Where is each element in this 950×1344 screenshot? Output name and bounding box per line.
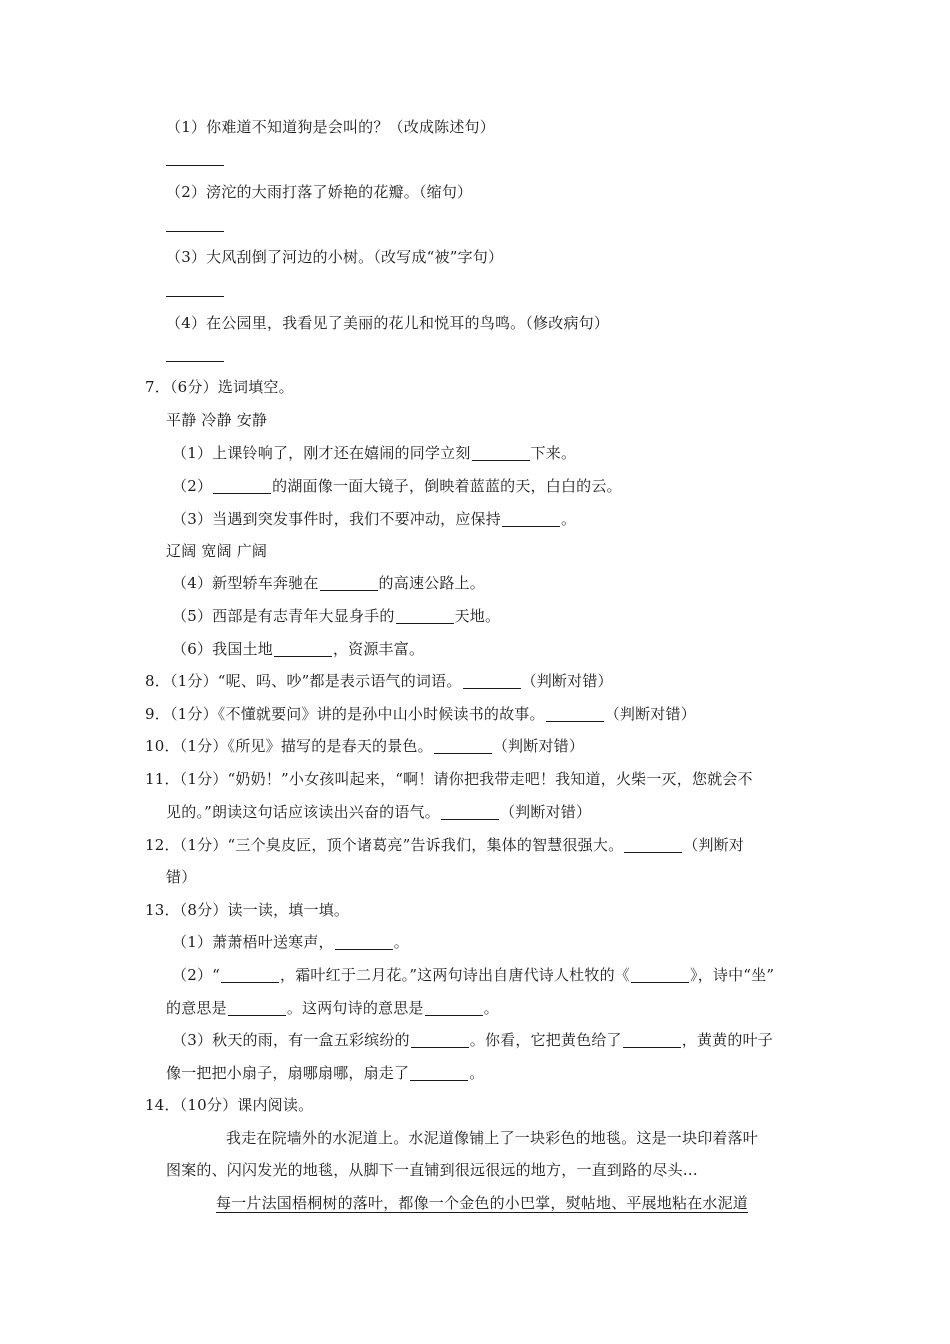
q13-blank-8[interactable]: [410, 1065, 468, 1081]
q9-blank[interactable]: [546, 706, 604, 722]
q6-item-2: （2）滂沱的大雨打落了娇艳的花瓣。（缩句）: [166, 183, 473, 201]
q6-answer-blank-4[interactable]: [166, 361, 224, 362]
q7-item-3: （3）当遇到突发事件时，我们不要冲动，应保持 。: [172, 510, 577, 528]
q10-blank[interactable]: [434, 738, 492, 754]
q14-passage-underlined-sentence: 每一片法国梧桐树的落叶，都像一个金色的小巴掌，熨帖地、平展地粘在水泥道: [216, 1194, 749, 1212]
q13-item-3-line-1: （3）秋天的雨，有一盒五彩缤纷的 。你看，它把黄色给了 ，黄黄的叶子: [172, 1031, 773, 1049]
q7-blank-5[interactable]: [396, 608, 454, 624]
q13-blank-1[interactable]: [335, 934, 393, 950]
q6-item-4: （4）在公园里，我看见了美丽的花儿和悦耳的鸟鸣。（修改病句）: [166, 314, 610, 332]
q6-item-1: （1）你难道不知道狗是会叫的？（改成陈述句）: [166, 118, 495, 136]
q8: 8．（1分）“呢、吗、吵”都是表示语气的词语。 （判断对错）: [145, 672, 613, 690]
q12-line-2: 错）: [166, 868, 197, 886]
q13-item-2-line-2: 的意思是 。这两句诗的意思是 。: [166, 999, 499, 1017]
q6-answer-blank-2[interactable]: [166, 231, 224, 232]
q7-blank-4[interactable]: [320, 575, 378, 591]
q14-passage-line-1: 我走在院墙外的水泥道上。水泥道像铺上了一块彩色的地毯。这是一块印着落叶: [226, 1129, 759, 1147]
q13-title: 13．（8分）读一读，填一填。: [145, 901, 350, 919]
q7-item-2: （2） 的湖面像一面大镜子，倒映着蓝蓝的天，白白的云。: [172, 477, 622, 495]
q11-line-2: 见的。”朗读这句话应该读出兴奋的语气。 （判断对错）: [166, 803, 592, 821]
q12-blank[interactable]: [624, 837, 682, 853]
q7-item-4: （4）新型轿车奔驰在 的高速公路上。: [172, 574, 485, 592]
q7-item-1: （1）上课铃响了，刚才还在嬉闹的同学立刻 下来。: [172, 444, 577, 462]
q13-item-3-line-2: 像一把把小扇子，扇哪扇哪，扇走了 。: [166, 1064, 485, 1082]
q14-title: 14．（10分）课内阅读。: [145, 1096, 314, 1114]
q10: 10．（1分）《所见》描写的是春天的景色。 （判断对错）: [145, 737, 585, 755]
q7-blank-1[interactable]: [472, 445, 530, 461]
q13-blank-6[interactable]: [411, 1032, 469, 1048]
q7-word-choices-b: 辽阔 宽阔 广阔: [166, 542, 268, 560]
q6-answer-blank-3[interactable]: [166, 296, 224, 297]
q8-blank[interactable]: [463, 673, 521, 689]
q7-word-choices-a: 平静 冷静 安静: [166, 411, 268, 429]
q7-blank-2[interactable]: [213, 478, 271, 494]
q7-title: 7．（6分）选词填空。: [145, 378, 294, 396]
q13-blank-7[interactable]: [623, 1032, 681, 1048]
q13-blank-3[interactable]: [631, 967, 689, 983]
q13-blank-4[interactable]: [228, 1000, 286, 1016]
q7-blank-3[interactable]: [502, 511, 560, 527]
q13-blank-5[interactable]: [425, 1000, 483, 1016]
q12-line-1: 12．（1分）“三个臭皮匠，顶个诸葛亮”告诉我们，集体的智慧很强大。 （判断对: [145, 836, 745, 854]
q14-passage-line-2: 图案的、闪闪发光的地毯，从脚下一直铺到很远很远的地方，一直到路的尽头…: [166, 1161, 699, 1179]
q6-item-3: （3）大风刮倒了河边的小树。（改写成“被”字句）: [166, 248, 504, 266]
q13-blank-2[interactable]: [221, 967, 279, 983]
q9: 9．（1分）《不懂就要问》讲的是孙中山小时候读书的故事。 （判断对错）: [145, 705, 696, 723]
q13-item-2-line-1: （2）“ ，霜叶红于二月花。”这两句诗出自唐代诗人杜牧的《 》，诗中“坐”: [172, 966, 775, 984]
q11-line-1: 11．（1分）“奶奶！”小女孩叫起来，“啊！请你把我带走吧！我知道，火柴一灭，您就会不: [145, 770, 753, 788]
q13-item-1: （1）萧萧梧叶送寒声， 。: [172, 933, 409, 951]
q6-answer-blank-1[interactable]: [166, 165, 224, 166]
q7-item-6: （6）我国土地 ，资源丰富。: [172, 640, 425, 658]
q7-item-5: （5）西部是有志青年大显身手的 天地。: [172, 607, 501, 625]
q11-blank[interactable]: [441, 804, 499, 820]
q7-blank-6[interactable]: [274, 641, 332, 657]
